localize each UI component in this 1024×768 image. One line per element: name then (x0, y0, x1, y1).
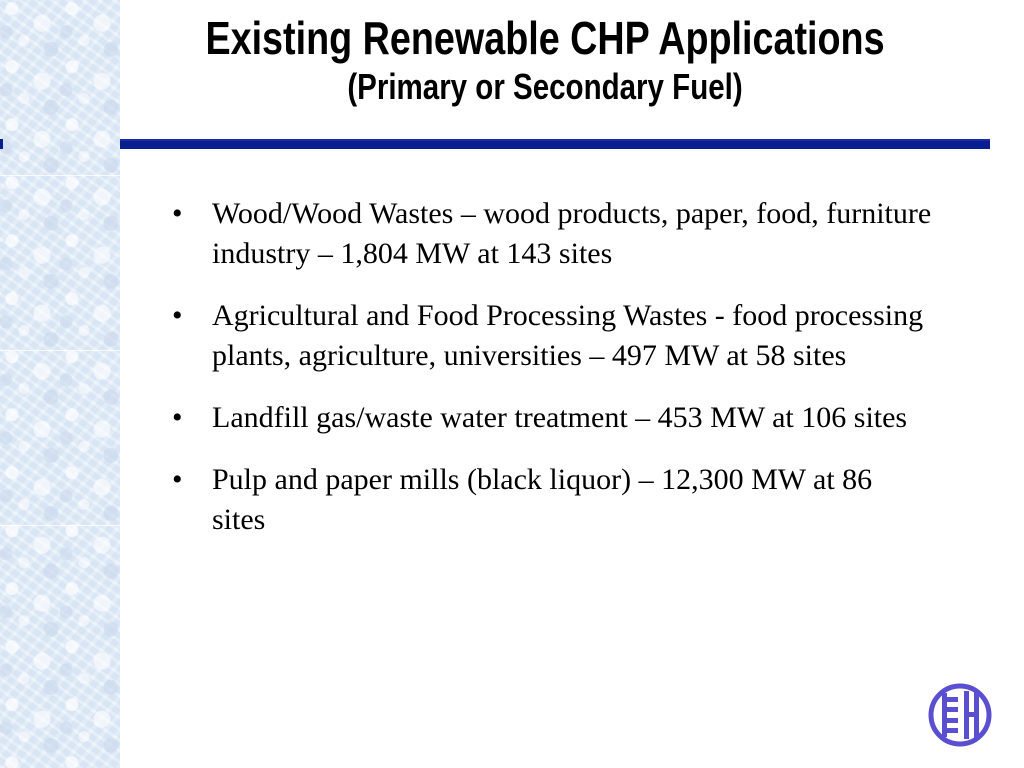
left-edge-tick (0, 139, 3, 149)
bullet-item (172, 296, 932, 376)
sidebar-seam (0, 175, 120, 176)
bullet-text: Pulp and paper mills (black liquor) – 12,300 MW at 86 sites (212, 463, 873, 536)
title-block (197, 12, 894, 110)
bullet-dot: • (172, 401, 183, 434)
bullet-list (172, 194, 932, 562)
bullet-dot: • (172, 299, 183, 332)
bullet-item (172, 398, 932, 438)
sidebar-seam (0, 350, 120, 351)
bullet-text: Landfill gas/waste water treatment – 453 MW at 106 sites (212, 401, 908, 434)
sidebar-seam (0, 525, 120, 526)
slide-subtitle: (Primary or Secondary Fuel) (347, 66, 743, 107)
slide-title: Existing Renewable CHP Applications (205, 12, 885, 64)
bullet-item (172, 460, 932, 540)
bullet-text: Wood/Wood Wastes – wood products, paper, food, furniture industry – 1,804 MW at 143 sites (212, 197, 932, 270)
bullet-item (172, 194, 932, 274)
title-divider (120, 139, 990, 149)
organization-logo-icon (928, 683, 992, 747)
bullet-text: Agricultural and Food Processing Wastes - food processing plants, agriculture, universities – 497 MW at 58 sites (212, 299, 924, 372)
bullet-dot: • (172, 463, 183, 496)
sidebar-decoration (0, 0, 120, 768)
bullet-dot: • (172, 197, 183, 230)
